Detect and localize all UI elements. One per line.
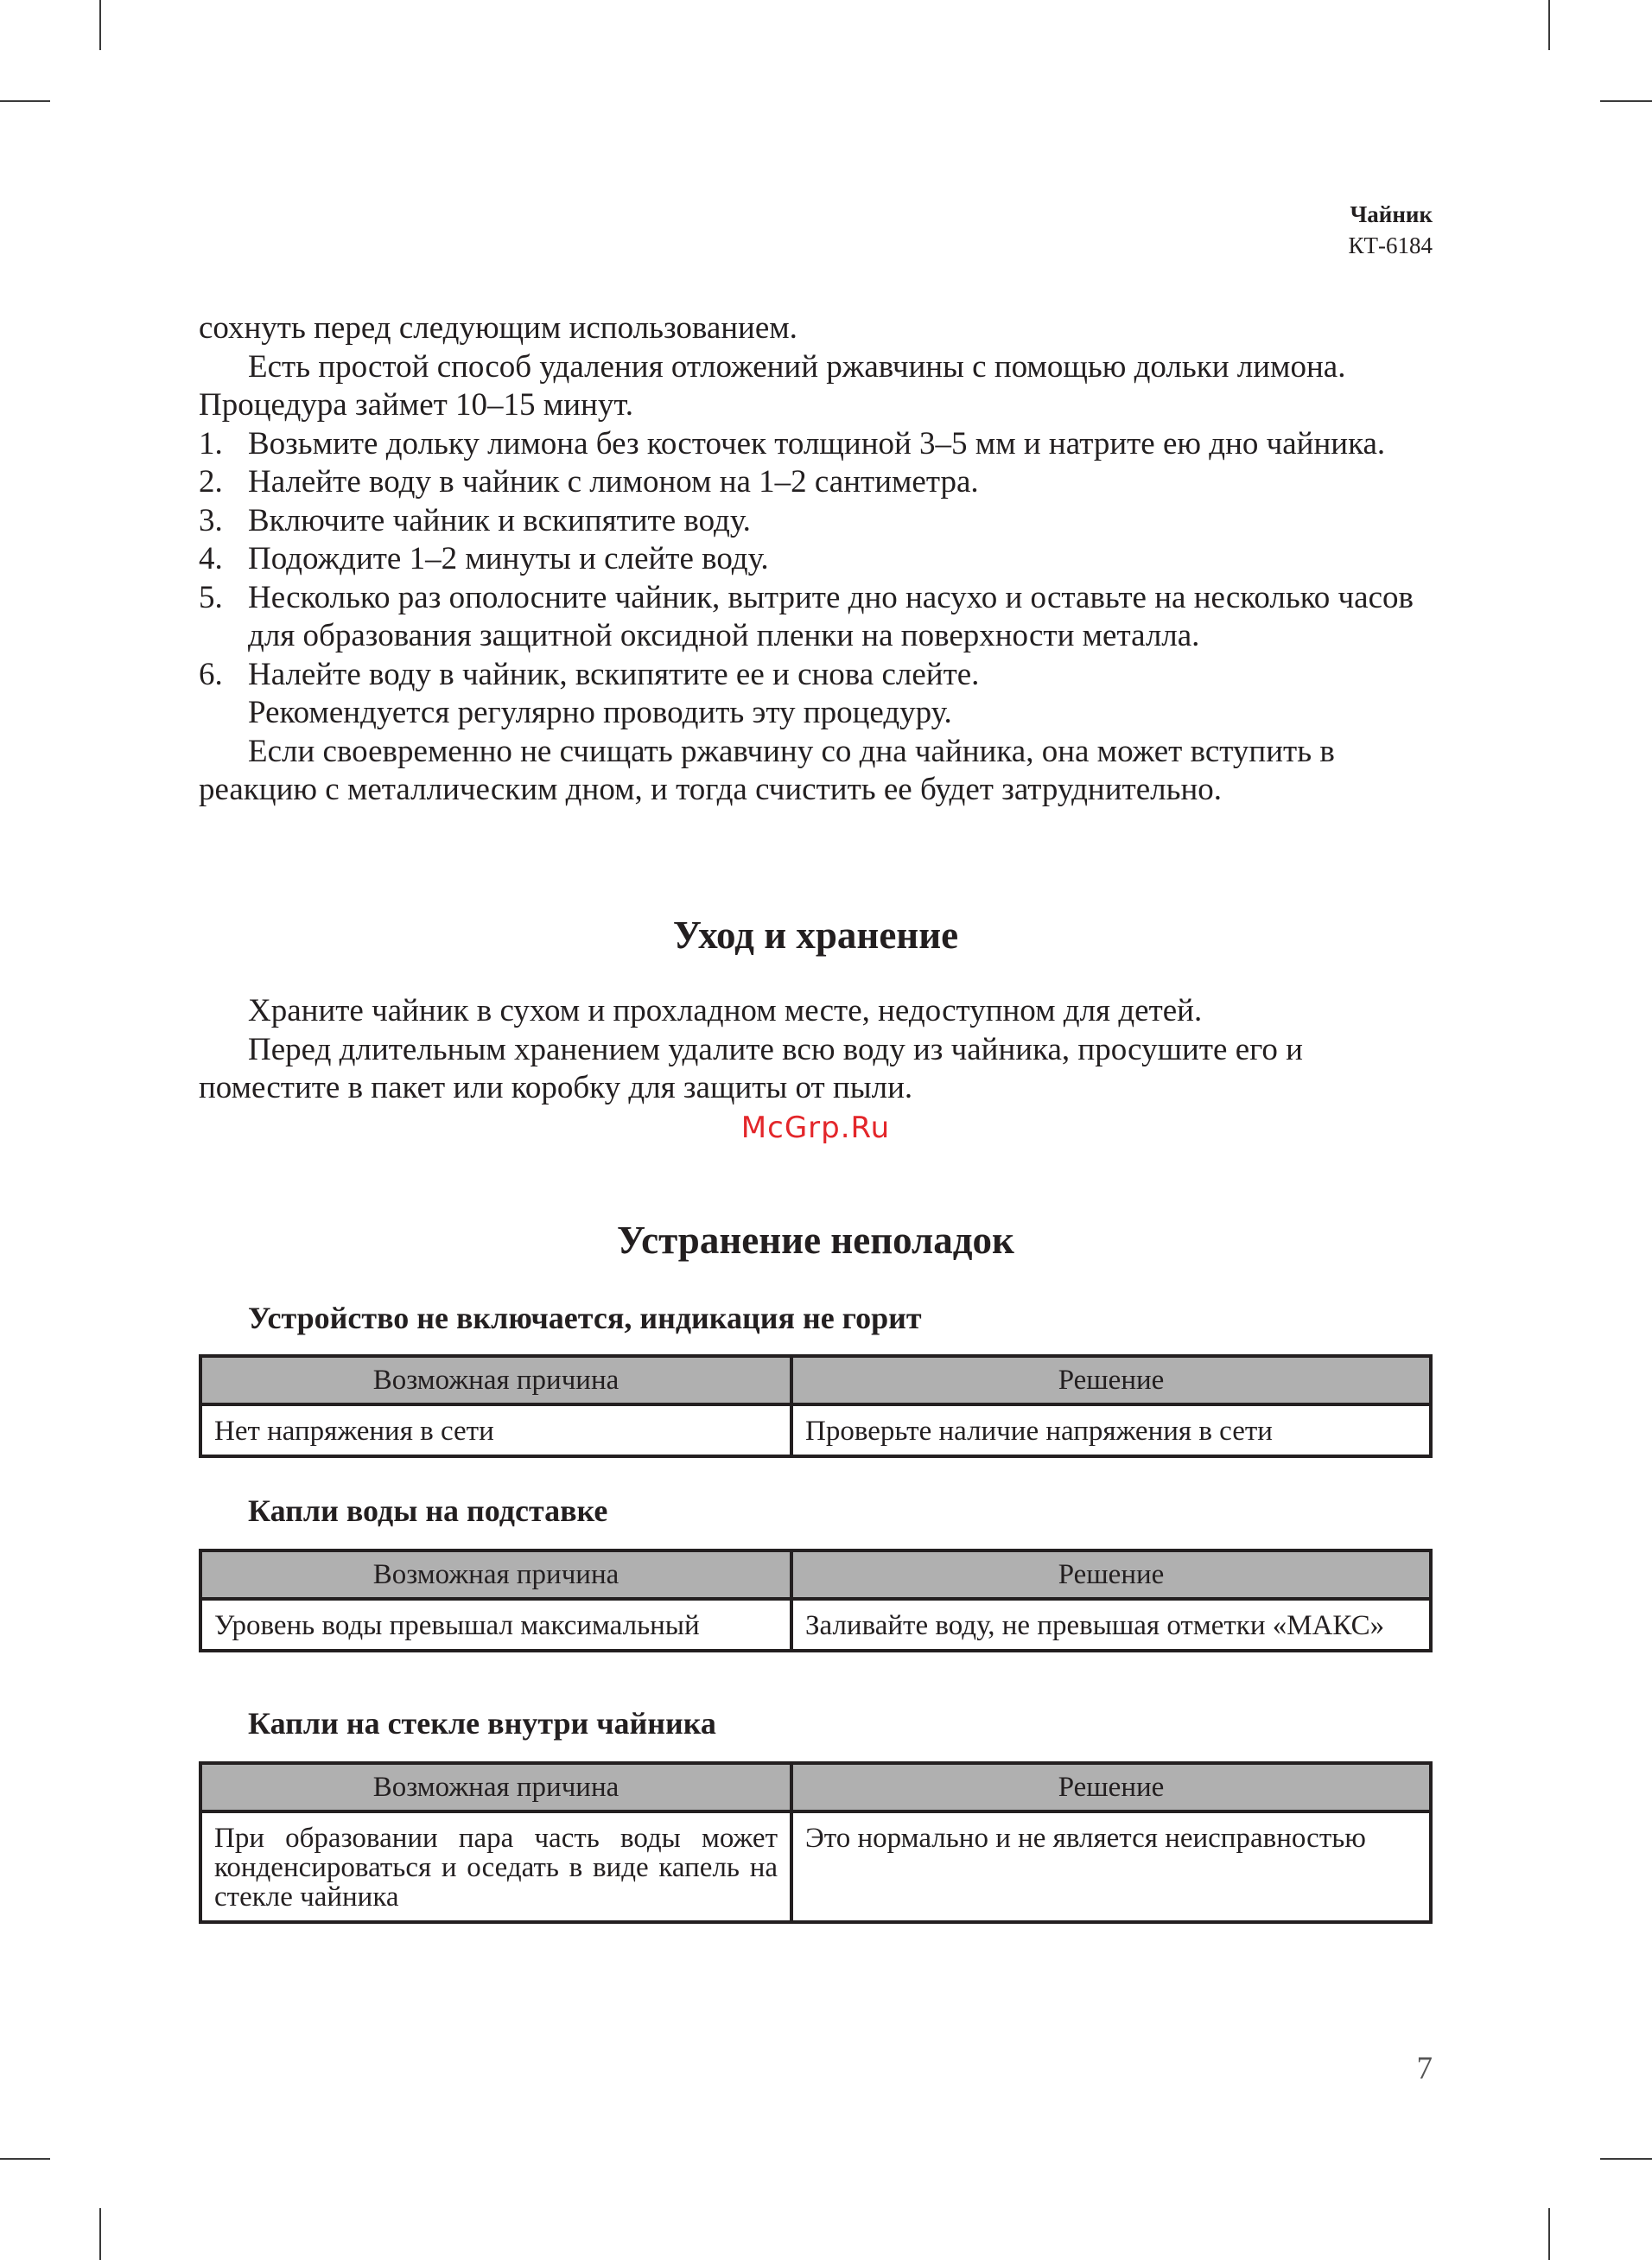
list-item-text: Налейте воду в чайник с лимоном на 1–2 сантиметра.: [248, 464, 979, 500]
solution-cell: Проверьте наличие напряжения в сети: [791, 1404, 1431, 1456]
intro-paragraph: Есть простой способ удаления отложений ржавчины с помощью дольки лимона. Процедура займет 10–15 минут.: [199, 348, 1346, 423]
list-item-number: 5.: [199, 579, 223, 615]
problem-title: Устройство не включается, индикация не горит: [248, 1301, 922, 1335]
crop-mark: [0, 100, 50, 102]
table-row: [200, 1599, 1431, 1651]
list-item: [199, 502, 1433, 541]
solution-cell: Это нормально и не является неисправностью: [791, 1811, 1431, 1922]
troubleshooting-table: [199, 1549, 1433, 1652]
troubleshooting-table: [199, 1761, 1433, 1924]
warning-paragraph: Если своевременно не счищать ржавчину со дна чайника, она может вступить в реакцию с металлическим дном, и тогда счистить ее будет затруднительно.: [199, 733, 1335, 807]
table-row: [200, 1811, 1431, 1922]
storage-paragraph: Перед длительным хранением удалите всю воду из чайника, просушите его и поместите в пакет или коробку для защиты от пыли.: [199, 1031, 1303, 1105]
list-item: [199, 463, 1433, 502]
column-header-solution: Решение: [791, 1763, 1431, 1811]
table-header-row: [200, 1356, 1431, 1404]
header-model: КТ-6184: [1348, 232, 1433, 258]
list-item-number: 4.: [199, 541, 223, 576]
table-header-row: [200, 1763, 1431, 1811]
table-header-row: [200, 1550, 1431, 1599]
list-item-number: 6.: [199, 656, 223, 692]
list-item: [199, 579, 1433, 656]
recommendation-text: Рекомендуется регулярно проводить эту процедуру.: [248, 695, 952, 730]
cause-cell: Уровень воды превышал максимальный: [200, 1599, 791, 1651]
table-row: [200, 1404, 1431, 1456]
list-item-number: 3.: [199, 502, 223, 538]
storage-paragraph: Храните чайник в сухом и прохладном месте, недоступном для детей.: [248, 993, 1203, 1028]
crop-mark: [99, 2208, 101, 2260]
list-item-text: Подождите 1–2 минуты и слейте воду.: [248, 541, 769, 576]
column-header-solution: Решение: [791, 1550, 1431, 1599]
column-header-solution: Решение: [791, 1356, 1431, 1404]
cause-cell: Нет напряжения в сети: [200, 1404, 791, 1456]
problem-title: Капли на стекле внутри чайника: [248, 1706, 716, 1741]
storage-section: [199, 992, 1433, 1108]
crop-mark: [1600, 2158, 1652, 2160]
header-title: Чайник: [1350, 201, 1433, 227]
cleaning-section: [199, 309, 1433, 810]
crop-mark: [0, 2158, 50, 2160]
page-number: 7: [1416, 2051, 1433, 2086]
column-header-cause: Возможная причина: [200, 1356, 791, 1404]
solution-cell: Заливайте воду, не превышая отметки «МАКС»: [791, 1599, 1431, 1651]
running-header: [1349, 199, 1433, 261]
crop-mark: [1548, 2208, 1550, 2260]
list-item: [199, 425, 1433, 464]
crop-mark: [1600, 100, 1652, 102]
list-item-text: Налейте воду в чайник, вскипятите ее и снова слейте.: [248, 656, 980, 692]
crop-mark: [99, 0, 101, 50]
watermark-link[interactable]: McGrp.Ru: [740, 1111, 891, 1145]
list-item-number: 1.: [199, 425, 223, 462]
continuation-text: сохнуть перед следующим использованием.: [199, 310, 797, 346]
list-item-text: Несколько раз ополосните чайник, вытрите дно насухо и оставьте на несколько часов для образования защитной оксидной пленки на поверхности металла.: [248, 579, 1414, 653]
list-item: [199, 656, 1433, 695]
troubleshooting-heading: Устранение неполадок: [617, 1219, 1014, 1262]
list-item-number: 2.: [199, 464, 223, 500]
troubleshooting-table: [199, 1354, 1433, 1458]
list-item: [199, 540, 1433, 579]
problem-title: Капли воды на подставке: [248, 1493, 608, 1528]
storage-heading: Уход и хранение: [672, 914, 959, 957]
column-header-cause: Возможная причина: [200, 1763, 791, 1811]
cause-cell: При образовании пара часть воды может конденсироваться и оседать в виде капель на стекле чайника: [200, 1811, 791, 1922]
list-item-text: Возьмите дольку лимона без косточек толщиной 3–5 мм и натрите ею дно чайника.: [248, 425, 1386, 462]
list-item-text: Включите чайник и вскипятите воду.: [248, 502, 751, 538]
column-header-cause: Возможная причина: [200, 1550, 791, 1599]
crop-mark: [1548, 0, 1550, 50]
